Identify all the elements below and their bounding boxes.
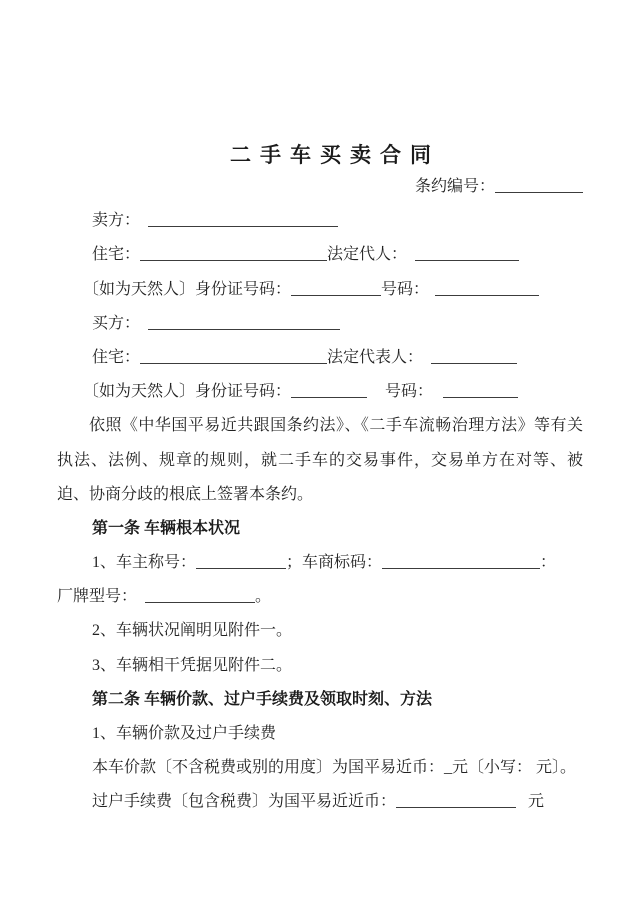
seller-label: 卖方： xyxy=(92,212,141,230)
article1-item2: 2、车辆状况阐明见附件一。 xyxy=(92,622,293,640)
contract-number-line xyxy=(57,170,583,204)
article2-heading: 第二条 车辆价款、过户手续费及领取时刻、方法 xyxy=(92,690,433,708)
buyer-natural-person-label: 〔如为天然人〕身份证号码： xyxy=(83,383,292,401)
buyer-legal-rep-label: 法定代表人： xyxy=(327,348,424,366)
buyer-id-no-blank xyxy=(443,384,518,398)
contract-number-label: 条约编号： xyxy=(414,178,495,195)
vehicle-model-blank xyxy=(145,589,255,603)
buyer-address-line xyxy=(57,341,583,375)
article1-item1-continuation xyxy=(57,580,583,614)
transfer-fee-line xyxy=(57,785,583,819)
seller-id-blank xyxy=(291,282,381,296)
article1-heading: 第一条 车辆根本状况 xyxy=(92,519,241,537)
buyer-id-blank xyxy=(291,384,367,398)
document-title: 二手车买卖合同 xyxy=(230,143,440,167)
seller-address-blank xyxy=(140,247,327,261)
seller-address-line xyxy=(57,238,583,272)
transfer-fee-blank xyxy=(396,794,516,808)
buyer-line xyxy=(57,307,583,341)
seller-id-line xyxy=(57,273,583,307)
vehicle-name-blank xyxy=(196,555,286,569)
article1-item1-tail: ： xyxy=(540,554,557,572)
article1-item1-cont-tail: 。 xyxy=(255,588,272,606)
transfer-fee-unit: 元 xyxy=(528,793,545,811)
article1-item3: 3、车辆相干凭据见附件二。 xyxy=(92,656,293,674)
vehicle-plate-label: ；车商标码： xyxy=(286,554,383,572)
seller-id-no-label: 号码： xyxy=(381,280,430,298)
vehicle-price-line: 本车价款〔不含税费或别的用度〕为国平易近币：_元〔小写： 元〕。 xyxy=(92,759,577,777)
article1-item1-line xyxy=(57,546,583,580)
transfer-fee-label: 过户手续费〔包含税费〕为国平易近近币： xyxy=(92,793,397,811)
contract-number-blank xyxy=(495,179,583,193)
buyer-label: 买方： xyxy=(92,314,141,332)
vehicle-plate-blank xyxy=(382,555,540,569)
seller-natural-person-label: 〔如为天然人〕身份证号码： xyxy=(83,280,292,298)
vehicle-model-label: 厂牌型号： xyxy=(57,588,138,606)
seller-name-blank xyxy=(148,213,338,227)
buyer-id-line xyxy=(57,375,583,409)
seller-legal-rep-label: 法定代人： xyxy=(327,246,408,264)
seller-id-no-blank xyxy=(435,282,539,296)
seller-legal-rep-blank xyxy=(415,247,519,261)
preamble-paragraph: 依照《中华国平易近共跟国条约法》、《二手车流畅治理方法》等有关执法、法例、规章的规则，就二手车的交易事件，交易单方在对等、被迫、协商分歧的根底上签署本条约。 xyxy=(57,417,583,503)
buyer-name-blank xyxy=(148,316,340,330)
buyer-address-blank xyxy=(140,350,327,364)
article2-item1: 1、车辆价款及过户手续费 xyxy=(92,725,277,743)
buyer-address-label: 住宅： xyxy=(92,348,141,366)
seller-line xyxy=(57,204,583,238)
vehicle-name-label: 1、车主称号： xyxy=(92,554,197,572)
buyer-legal-rep-blank xyxy=(431,350,517,364)
seller-address-label: 住宅： xyxy=(92,246,141,264)
buyer-id-no-label: 号码： xyxy=(385,383,434,401)
